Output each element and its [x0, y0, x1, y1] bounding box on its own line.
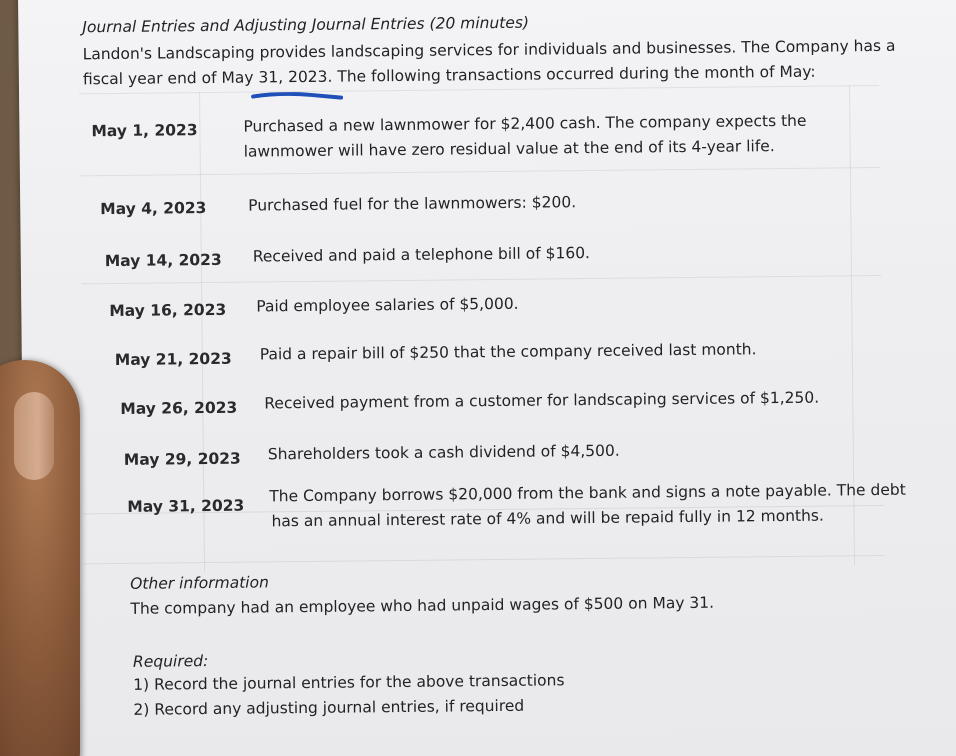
transaction-description: Received payment from a customer for landscaping services of $1,250. — [264, 388, 820, 413]
pen-underline-mark — [251, 92, 343, 101]
transaction-date: May 14, 2023 — [104, 250, 222, 271]
transaction-date: May 26, 2023 — [120, 398, 238, 418]
thumbnail — [14, 392, 54, 480]
intro-line-1: Landon's Landscaping provides landscaping services for individuals and businesses. The Company has a — [82, 36, 896, 64]
transaction-description: Shareholders took a cash dividend of $4,500. — [267, 441, 620, 464]
other-info-text: The company had an employee who had unpaid wages of $500 on May 31. — [130, 593, 715, 618]
transaction-description: Paid employee salaries of $5,000. — [256, 294, 519, 316]
transaction-description: The Company borrows $20,000 from the bank and signs a note payable. The debt — [269, 480, 906, 506]
transaction-date: May 1, 2023 — [91, 121, 198, 141]
intro-line-2: fiscal year end of May 31, 2023. The following transactions occurred during the month of May: — [82, 62, 816, 89]
transaction-description: has an annual interest rate of 4% and will be repaid fully in 12 months. — [271, 506, 824, 531]
page-title: Journal Entries and Adjusting Journal Entries (20 minutes) — [82, 13, 530, 37]
required-heading: Required: — [132, 652, 209, 671]
transaction-date: May 16, 2023 — [109, 300, 227, 321]
transaction-description: lawnmower will have zero residual value at the end of its 4-year life. — [243, 137, 775, 161]
required-item: 1) Record the journal entries for the above transactions — [133, 671, 565, 694]
worksheet-paper — [18, 0, 956, 756]
transaction-description: Paid a repair bill of $250 that the company received last month. — [259, 340, 757, 364]
transaction-date: May 31, 2023 — [127, 496, 245, 516]
transaction-description: Purchased a new lawnmower for $2,400 cash. The company expects the — [243, 111, 807, 136]
required-item: 2) Record any adjusting journal entries, if required — [133, 696, 525, 719]
transaction-date: May 21, 2023 — [114, 349, 232, 370]
transaction-date: May 4, 2023 — [100, 199, 207, 219]
transaction-description: Purchased fuel for the lawnmowers: $200. — [248, 193, 577, 215]
other-info-heading: Other information — [130, 573, 269, 593]
transaction-date: May 29, 2023 — [123, 449, 241, 469]
transaction-description: Received and paid a telephone bill of $160. — [252, 244, 591, 266]
